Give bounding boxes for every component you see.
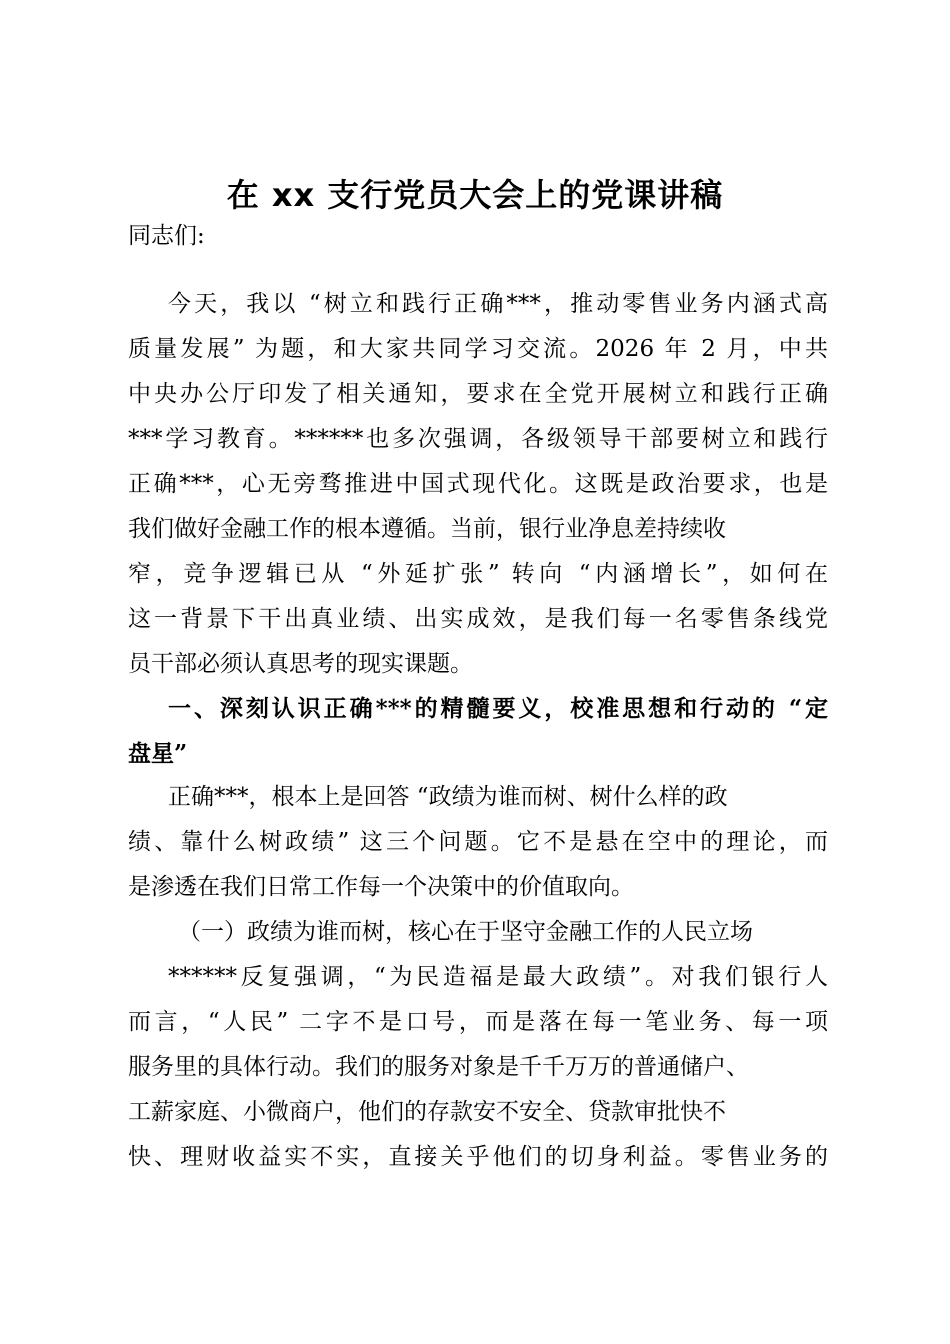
page-title: 在 xx 支行党员大会上的党课讲稿 xyxy=(226,176,724,214)
paragraph-line: 快、理财收益实不实，直接关乎他们的切身利益。零售业务的 xyxy=(128,1144,828,1170)
paragraph-line: 我们做好金融工作的根本遵循。当前，银行业净息差持续收 xyxy=(128,516,726,542)
paragraph-line: 服务里的具体行动。我们的服务对象是千千万万的普通储户、 xyxy=(128,1054,749,1080)
paragraph-line: 绩、靠什么树政绩” 这三个问题。它不是悬在空中的理论，而 xyxy=(128,829,828,855)
paragraph-line: 正确***，根本上是回答 “政绩为谁而树、树什么样的政 xyxy=(168,784,728,810)
paragraph-line: 今天，我以 “树立和践行正确***，推动零售业务内涵式高 xyxy=(168,291,828,317)
paragraph-line: 工薪家庭、小微商户，他们的存款安不安全、贷款审批快不 xyxy=(128,1099,726,1125)
paragraph-line: 质量发展” 为题，和大家共同学习交流。2026 年 2 月，中共 xyxy=(128,336,828,362)
subsection-heading: （一）政绩为谁而树，核心在于坚守金融工作的人民立场 xyxy=(178,919,753,945)
section-heading: 盘星” xyxy=(128,740,188,767)
paragraph-line: 而言，“人民” 二字不是口号，而是落在每一笔业务、每一项 xyxy=(128,1009,828,1035)
section-heading: 一、深刻认识正确***的精髓要义，校准思想和行动的 “定 xyxy=(168,695,828,722)
paragraph-line: ***学习教育。******也多次强调，各级领导干部要树立和践行 xyxy=(128,426,828,452)
paragraph-line: 中央办公厅印发了相关通知，要求在全党开展树立和践行正确 xyxy=(128,381,828,407)
paragraph-line: 员干部必须认真思考的现实课题。 xyxy=(128,651,473,677)
salutation: 同志们: xyxy=(128,223,205,249)
paragraph-line: 是渗透在我们日常工作每一个决策中的价值取向。 xyxy=(128,874,634,900)
paragraph-line: 这一背景下干出真业绩、出实成效，是我们每一名零售条线党 xyxy=(128,606,828,632)
paragraph-line: 正确***，心无旁骛推进中国式现代化。这既是政治要求，也是 xyxy=(128,471,828,497)
paragraph-line: ******反复强调，“为民造福是最大政绩”。对我们银行人 xyxy=(168,964,828,990)
paragraph-line: 窄，竞争逻辑已从 “外延扩张” 转向 “内涵增长”，如何在 xyxy=(128,561,828,587)
